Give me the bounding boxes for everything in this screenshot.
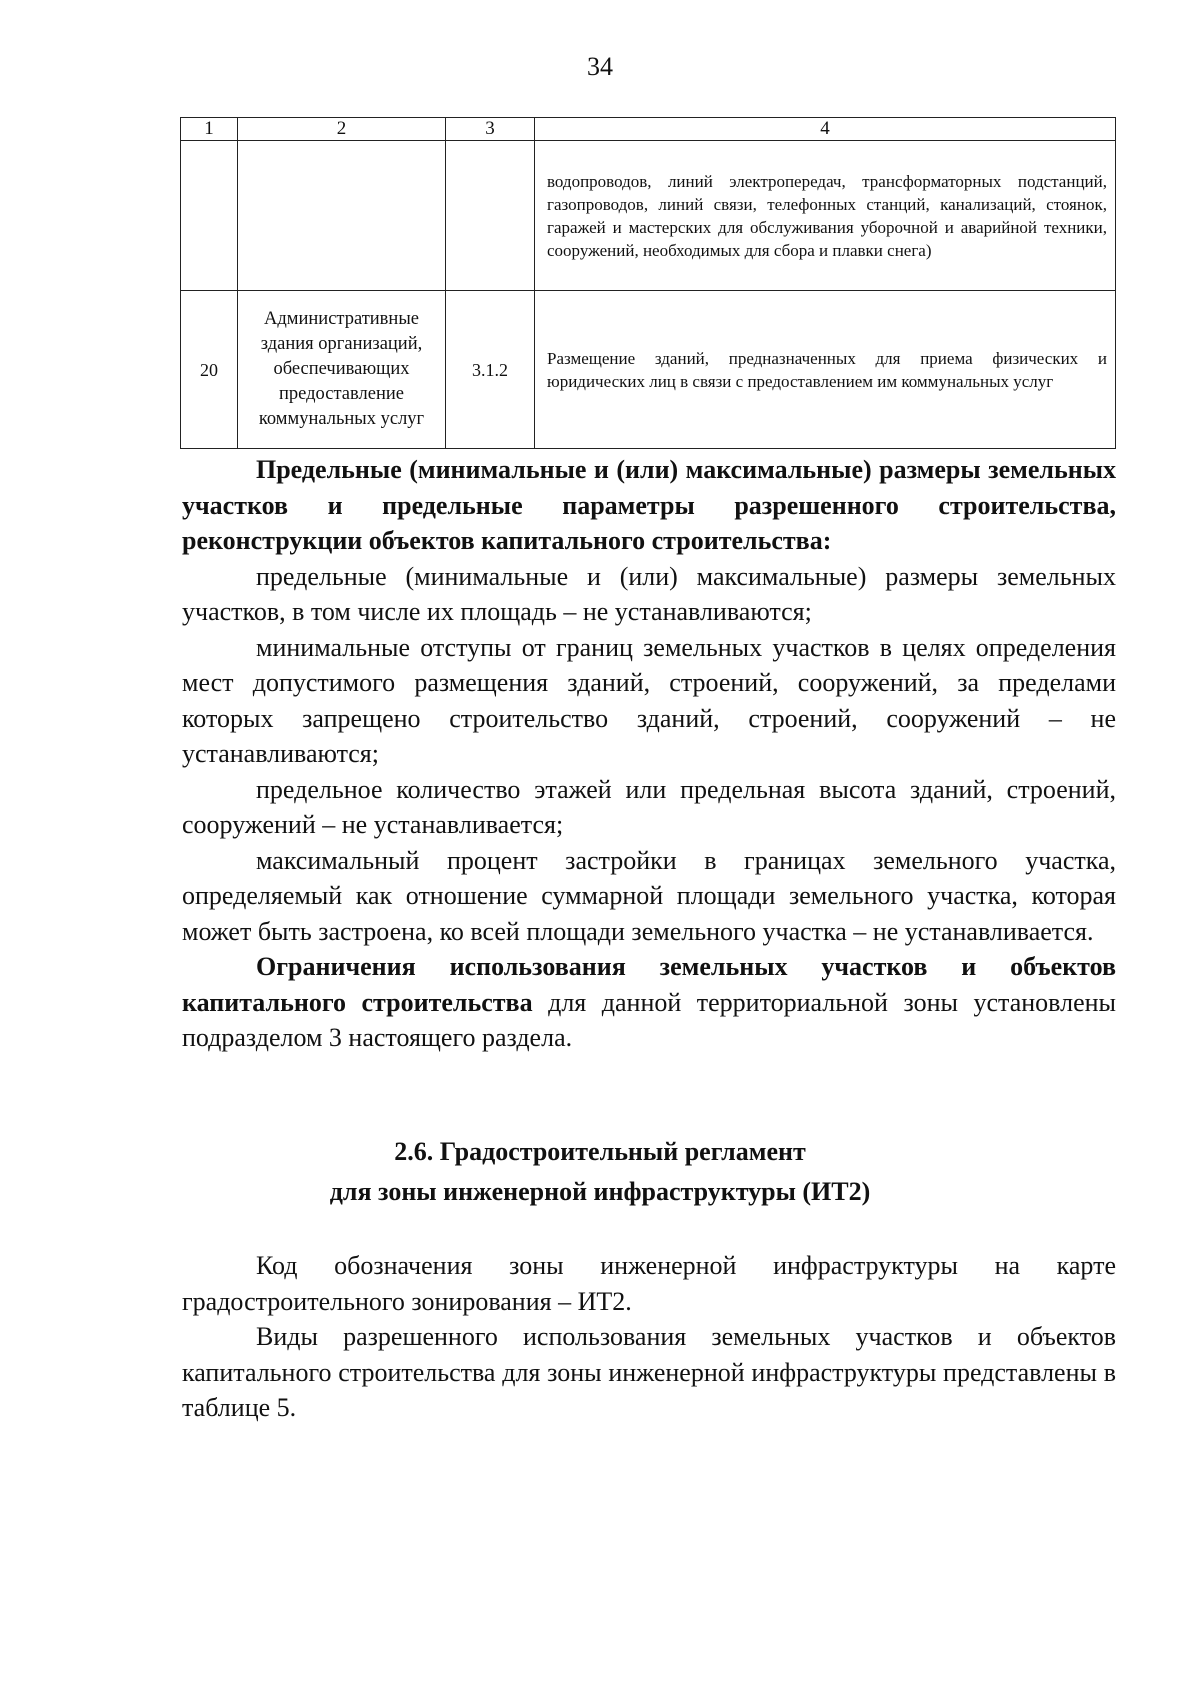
paragraph: предельное количество этажей или предельная высота зданий, строений, сооружений – не устанавливается; (182, 774, 1116, 839)
limits-heading: Предельные (минимальные и (или) максимальные) размеры земельных участков и предельные параметры разрешенного строительства, реконструкции объектов капитального строительства: (182, 455, 1116, 555)
section-heading-line: для зоны инженерной инфраструктуры (ИТ2) (329, 1177, 871, 1206)
table-row (181, 141, 1116, 291)
paragraph: максимальный процент застройки в границах земельного участка, определяемый как отношение суммарной площади земельного участка, которая может быть застроена, ко всей площади земельного участка – не устанавливается. (182, 845, 1116, 946)
restrictions-bold-text: Ограничения использования земельных участков и объектов капитального строительства (182, 952, 1116, 1017)
paragraph: предельные (минимальные и (или) максимальные) размеры земельных участков, в том числе их площадь – не устанавливаются; (182, 561, 1116, 626)
use-type-description: Размещение зданий, предназначенных для приема физических и юридических лиц в связи с предоставлением им коммунальных услуг (535, 291, 1116, 449)
it2-section (182, 1248, 1116, 1426)
table-header-cell: 4 (535, 118, 1116, 141)
table-cell-empty (446, 141, 535, 291)
table-header-row (181, 118, 1116, 141)
use-type-code: 3.1.2 (446, 291, 535, 449)
zoning-table (180, 117, 1116, 449)
table-cell-empty (181, 141, 238, 291)
table-cell-empty (238, 141, 446, 291)
paragraph: Код обозначения зоны инженерной инфраструктуры на карте градостроительного зонирования – ИТ2. (182, 1251, 1116, 1316)
section-heading-line: 2.6. Градостроительный регламент (394, 1137, 806, 1166)
section-heading (0, 1132, 1200, 1212)
paragraph: Виды разрешенного использования земельных участков и объектов капитального строительства для зоны инженерной инфраструктуры представлены в таблице 5. (182, 1322, 1116, 1422)
table-header-cell: 3 (446, 118, 535, 141)
page-number: 34 (587, 52, 613, 81)
limits-section (182, 452, 1116, 1056)
row-number: 20 (181, 291, 238, 449)
restrictions-text: для данной территориальной зоны установлены подразделом 3 настоящего раздела. (182, 987, 1116, 1052)
table-cell-continuation: водопроводов, линий электропередач, трансформаторных подстанций, газопроводов, линий связи, телефонных станций, канализаций, стоянок, гаражей и мастерских для обслуживания уборочной и аварийной техники, сооружений, необходимых для сбора и плавки снега) (535, 141, 1116, 291)
paragraph: минимальные отступы от границ земельных участков в целях определения мест допустимого размещения зданий, строений, сооружений, за пределами которых запрещено строительство зданий, строений, сооружений – не устанавливаются; (182, 632, 1116, 768)
use-type-name: Административные здания организаций, обеспечивающих предоставление коммунальных услуг (238, 291, 446, 449)
table-row (181, 291, 1116, 449)
table-header-cell: 2 (238, 118, 446, 141)
restrictions-paragraph (182, 949, 1116, 1056)
table-header-cell: 1 (181, 118, 238, 141)
